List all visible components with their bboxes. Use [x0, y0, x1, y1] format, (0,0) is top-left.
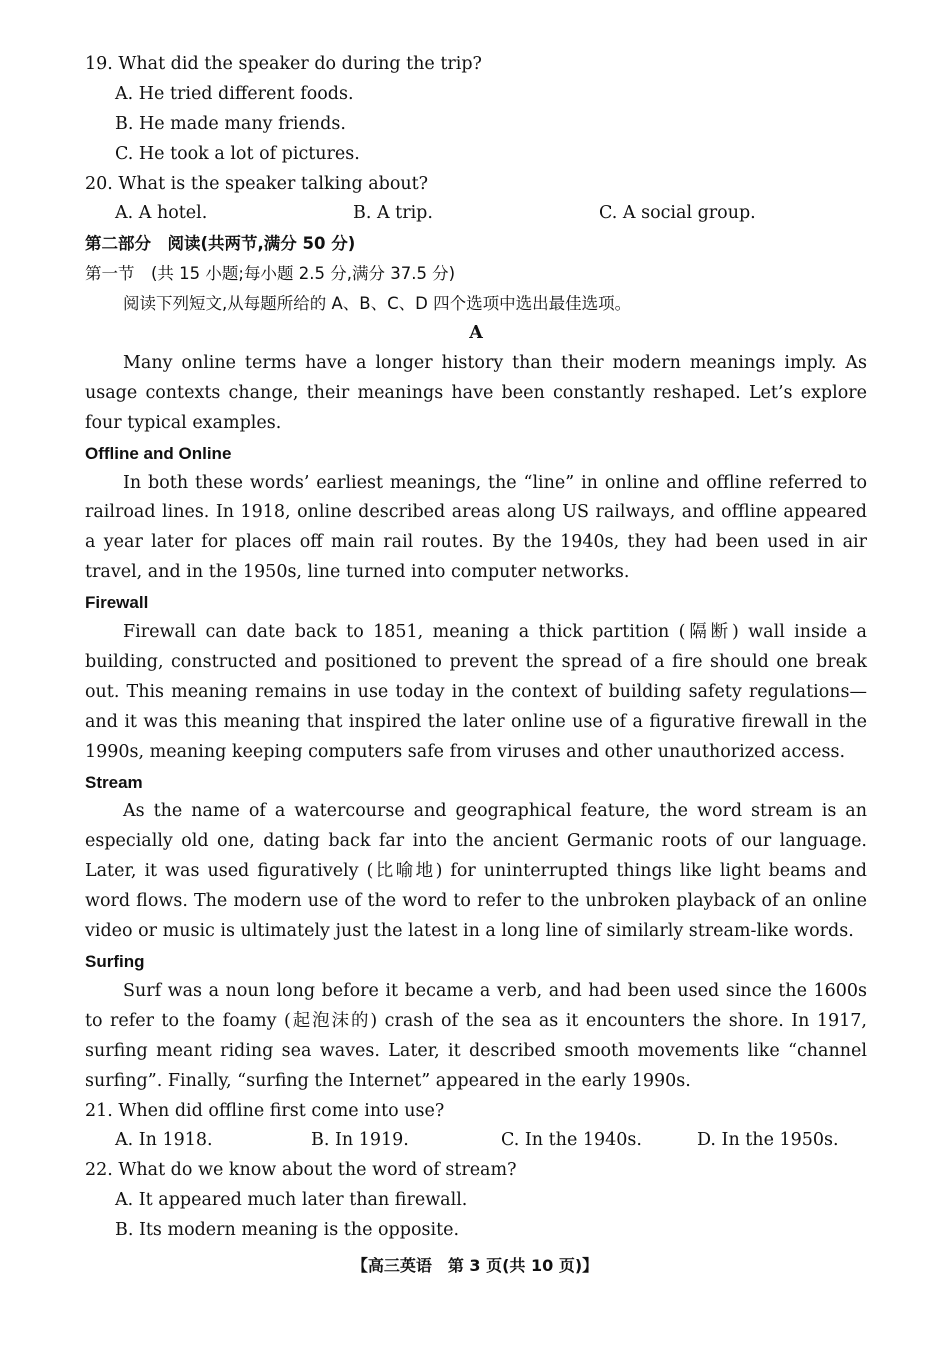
section-text-stream: As the name of a watercourse and geographical feature, the word stream is an especially old one, dating back far into the ancient Germanic roots of our language. Later, it was used figuratively (比喻地) for uninterrupted things like light beams and word flows. The modern use of the word to refer to the unbroken playback of an online video or music is ultimately just the latest in a long line of similarly stream-like words. [85, 801, 867, 942]
q19-option-c: C. He took a lot of pictures. [115, 143, 360, 164]
exam-page [85, 50, 867, 1246]
q19-option-a: A. He tried different foods. [115, 83, 354, 104]
passage-label: A [469, 323, 483, 344]
passage-intro: Many online terms have a longer history than their modern meanings imply. As usage contexts change, their meanings have been constantly reshaped. Let’s explore four typical examples. [85, 352, 867, 433]
part2-title: 第二部分 阅读(共两节,满分 50 分) [85, 234, 356, 254]
q20-option-b: B. A trip. [353, 203, 433, 224]
section-heading-surfing: Surfing [85, 951, 145, 971]
q21-option-a: A. In 1918. [115, 1130, 213, 1151]
q21-option-c: C. In the 1940s. [501, 1130, 642, 1151]
section-heading-offline-online: Offline and Online [85, 443, 232, 463]
section-heading-stream: Stream [85, 772, 143, 792]
question-22: 22. What do we know about the word of stream? [85, 1160, 517, 1181]
part2-instruction: 阅读下列短文,从每题所给的 A、B、C、D 四个选项中选出最佳选项。 [123, 294, 632, 314]
part2-section1: 第一节 (共 15 小题;每小题 2.5 分,满分 37.5 分) [85, 264, 456, 284]
q20-options [85, 199, 867, 229]
section-text-surfing: Surf was a noun long before it became a verb, and had been used since the 1600s to refer to the foamy (起泡沫的) crash of the sea as it encounters the shore. In 1917, surfing meant riding sea waves. Later, it described smooth movements like “channel surfing”. Finally, “surfing the Internet” appeared in the early 1990s. [85, 980, 867, 1091]
question-20: 20. What is the speaker talking about? [85, 173, 429, 194]
q20-option-c: C. A social group. [599, 203, 756, 224]
q19-option-b: B. He made many friends. [115, 113, 346, 134]
q22-option-b: B. Its modern meaning is the opposite. [115, 1220, 460, 1241]
question-21: 21. When did offline first come into use? [85, 1100, 445, 1121]
q21-option-d: D. In the 1950s. [697, 1130, 839, 1151]
q20-option-a: A. A hotel. [115, 203, 208, 224]
q21-options [85, 1126, 867, 1156]
question-19: 19. What did the speaker do during the trip? [85, 54, 482, 74]
q22-option-a: A. It appeared much later than firewall. [115, 1190, 468, 1211]
section-text-offline-online: In both these words’ earliest meanings, the “line” in online and offline referred to railroad lines. In 1918, online described areas along US railways, and offline appeared a year later for places off main rail routes. By the 1940s, they had been used in air travel, and in the 1950s, line turned into computer networks. [85, 472, 867, 583]
q21-option-b: B. In 1919. [311, 1130, 409, 1151]
page-footer: 【高三英语 第 3 页(共 10 页)】 [351, 1256, 599, 1275]
section-heading-firewall: Firewall [85, 593, 149, 613]
section-text-firewall: Firewall can date back to 1851, meaning a thick partition (隔断) wall inside a building, constructed and positioned to prevent the spread of a fire should one break out. This meaning remains in use today in the context of building safety regulations—and it was this meaning that inspired the later online use of a figurative firewall in the 1990s, meaning keeping computers safe from viruses and other unauthorized access. [85, 622, 867, 762]
